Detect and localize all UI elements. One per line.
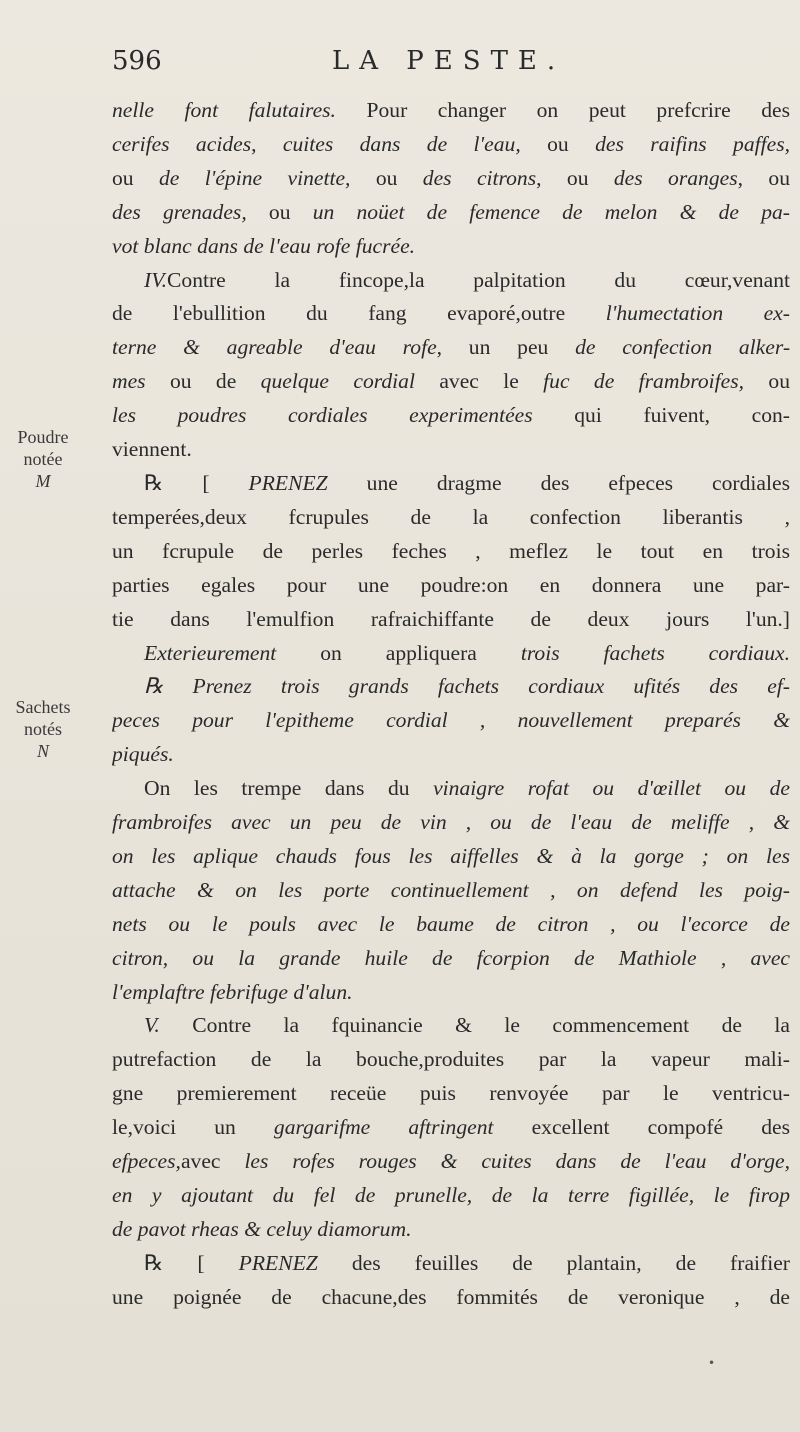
text-line bbox=[112, 365, 790, 399]
roman-run: Contre la fincope,la palpitation du cœur,venant bbox=[167, 267, 790, 292]
roman-run: ou bbox=[744, 369, 790, 394]
italic-run: quelque cordial bbox=[260, 369, 415, 394]
italic-run: de l'épine vinette, bbox=[158, 165, 351, 190]
italic-run: PRENEZ bbox=[248, 470, 328, 495]
italic-run: fuc de frambroifes, bbox=[543, 369, 745, 394]
italic-run: les poudres cordiales experimentées bbox=[112, 403, 533, 428]
italic-run: des grenades, bbox=[112, 199, 247, 224]
italic-run: gargarifme aftringent bbox=[273, 1115, 494, 1140]
italic-run: vinaigre rofat ou d'œillet ou de bbox=[433, 776, 790, 801]
text-line bbox=[112, 230, 790, 264]
italic-run: Exterieurement bbox=[144, 640, 277, 665]
roman-run: ou de bbox=[145, 369, 261, 394]
roman-run: de l'ebullition du fang evaporé,outre bbox=[112, 301, 606, 326]
text-line bbox=[112, 535, 790, 569]
italic-run: nelle font falutaires. bbox=[112, 98, 336, 122]
page-number: 596 bbox=[112, 46, 162, 76]
italic-run: vot blanc dans de l'eau rofe fucrée. bbox=[112, 233, 416, 258]
text-line bbox=[112, 874, 790, 908]
roman-run: ℞ [ bbox=[144, 470, 249, 495]
text-line bbox=[112, 637, 790, 671]
italic-run: cuites dans de l'eau, bbox=[282, 131, 521, 156]
roman-run: viennent. bbox=[112, 437, 192, 462]
roman-run: des feuilles de plantain, de fraifier bbox=[317, 1250, 790, 1275]
text-line bbox=[112, 1281, 790, 1315]
margin-note-line: notée bbox=[23, 449, 63, 469]
italic-run: en y ajoutant du fel de prunelle, de la terre figillée, le firop bbox=[112, 1183, 790, 1207]
text-line bbox=[112, 331, 790, 365]
italic-run: l'emplaftre febrifuge d'alun. bbox=[112, 979, 353, 1004]
roman-run: une poignée de chacune,des fommités de veronique , de bbox=[112, 1284, 790, 1309]
margin-note-line: notés bbox=[24, 719, 62, 739]
text-line bbox=[112, 569, 790, 603]
text-line bbox=[112, 772, 790, 806]
italic-run: efpeces, bbox=[112, 1149, 181, 1174]
roman-run: avec le bbox=[414, 369, 544, 394]
roman-run: , ou bbox=[737, 165, 790, 190]
margin-note-sachets bbox=[8, 696, 78, 762]
margin-note-line: Poudre bbox=[17, 427, 69, 447]
text-line bbox=[112, 399, 790, 433]
italic-run: on les aplique chauds fous les aiffelles & à la gorge ; on les bbox=[112, 843, 790, 868]
italic-run: V. bbox=[144, 1013, 160, 1038]
text-line bbox=[112, 738, 790, 772]
italic-run: cerifes acides bbox=[112, 131, 252, 156]
italic-run: piqués. bbox=[112, 742, 174, 767]
italic-run: des raifins paffes, bbox=[595, 131, 790, 156]
text-line bbox=[112, 1009, 790, 1043]
italic-run: PRENEZ bbox=[238, 1250, 318, 1275]
margin-note-line: M bbox=[35, 471, 51, 491]
italic-run: trois fachets cordiaux. bbox=[520, 640, 790, 665]
italic-run: mes bbox=[112, 369, 146, 394]
page-header bbox=[112, 46, 792, 86]
dot-ornament: • bbox=[708, 1356, 716, 1370]
roman-run: Contre la fquinancie & le commencement de la bbox=[159, 1013, 790, 1038]
italic-run: frambroifes avec un peu de vin , ou de l'eau de meliffe , & bbox=[112, 810, 790, 835]
text-line bbox=[112, 840, 790, 874]
text-line bbox=[112, 603, 790, 637]
text-line bbox=[112, 1077, 790, 1111]
text-line bbox=[112, 1247, 790, 1281]
margin-note-line: N bbox=[36, 741, 49, 761]
italic-run: citron, ou la grande huile de fcorpion de Mathiole , avec bbox=[112, 945, 790, 970]
text-line bbox=[112, 264, 790, 298]
roman-run: ou bbox=[520, 131, 596, 156]
margin-note-line: Sachets bbox=[15, 697, 71, 717]
roman-run: gne premierement receüe puis renvoyée par le ventricu- bbox=[112, 1081, 790, 1106]
text-line bbox=[112, 976, 790, 1010]
text-line bbox=[112, 162, 790, 196]
text-line bbox=[112, 297, 790, 331]
text-line bbox=[112, 196, 790, 230]
running-title: LA PESTE. bbox=[332, 46, 566, 76]
text-line bbox=[112, 806, 790, 840]
roman-run: ou bbox=[112, 165, 159, 190]
italic-run: ℞ Prenez trois grands fachets cordiaux ufités des ef- bbox=[144, 674, 790, 699]
roman-run: temperées,deux fcrupules de la confection liberantis , bbox=[112, 504, 790, 529]
italic-run: des citrons bbox=[422, 165, 537, 190]
italic-run: de confection alker- bbox=[575, 335, 790, 360]
roman-run: avec bbox=[180, 1149, 245, 1174]
body-text bbox=[112, 94, 790, 1315]
text-line bbox=[112, 128, 790, 162]
roman-run: un fcrupule de perles feches , meflez le tout en trois bbox=[112, 538, 790, 563]
text-line bbox=[112, 433, 790, 467]
italic-run: des oranges bbox=[613, 165, 738, 190]
roman-run: parties egales pour une poudre:on en donnera une par- bbox=[112, 572, 790, 597]
italic-run: terne & agreable d'eau rofe bbox=[112, 335, 437, 360]
roman-run: excellent compofé des bbox=[493, 1115, 790, 1140]
italic-run: l'humectation ex- bbox=[605, 301, 790, 326]
roman-run: on appliquera bbox=[276, 640, 521, 665]
italic-run: nets ou le pouls avec le baume de citron , ou l'ecorce de bbox=[112, 911, 790, 936]
text-line bbox=[112, 1145, 790, 1179]
roman-run: Pour changer on peut prefcrire des bbox=[335, 98, 790, 122]
italic-run: attache & on les porte continuellement , on defend les poig- bbox=[112, 877, 790, 902]
roman-run: , un peu bbox=[436, 335, 576, 360]
roman-run: tie dans l'emulfion rafraichiffante de deux jours l'un.] bbox=[112, 606, 790, 631]
text-line bbox=[112, 704, 790, 738]
roman-run: le,voici un bbox=[112, 1115, 274, 1140]
roman-run: ou bbox=[246, 199, 313, 224]
roman-run: ℞ [ bbox=[144, 1250, 239, 1275]
italic-run: les rofes rouges & cuites dans de l'eau d'orge, bbox=[244, 1149, 790, 1174]
roman-run: On les trempe dans du bbox=[144, 776, 434, 801]
italic-run: de pavot rheas & celuy diamorum. bbox=[112, 1216, 412, 1241]
text-line bbox=[112, 670, 790, 704]
roman-run: , bbox=[251, 131, 283, 156]
text-line bbox=[112, 908, 790, 942]
text-line bbox=[112, 94, 790, 128]
italic-run: peces pour l'epitheme cordial , nouvellement preparés & bbox=[112, 708, 790, 733]
italic-run: un noüet de femence de melon & de pa- bbox=[312, 199, 790, 224]
roman-run: qui fuivent, con- bbox=[532, 403, 790, 428]
text-line bbox=[112, 467, 790, 501]
text-line bbox=[112, 501, 790, 535]
roman-run: ou bbox=[350, 165, 423, 190]
roman-run: une dragme des efpeces cordiales bbox=[327, 470, 790, 495]
text-line bbox=[112, 1111, 790, 1145]
margin-note-poudre bbox=[8, 426, 78, 492]
text-line bbox=[112, 1043, 790, 1077]
roman-run: putrefaction de la bouche,produites par la vapeur mali- bbox=[112, 1047, 790, 1072]
text-line bbox=[112, 1213, 790, 1247]
roman-run: , ou bbox=[536, 165, 614, 190]
text-line bbox=[112, 942, 790, 976]
text-line bbox=[112, 1179, 790, 1213]
italic-run: IV. bbox=[144, 267, 167, 292]
